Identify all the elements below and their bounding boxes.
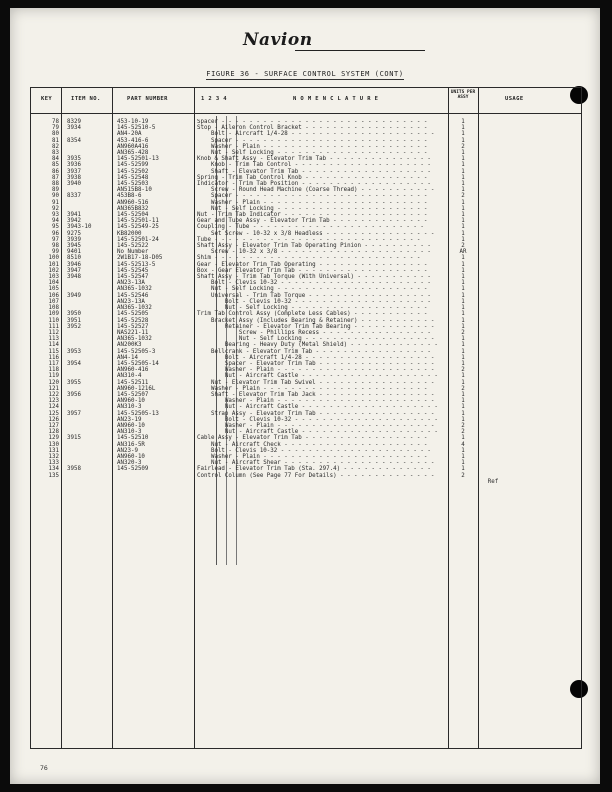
table-row-key: 113	[48, 336, 59, 343]
table-row-item: 3947	[67, 267, 81, 274]
table-row-key: 92	[52, 205, 59, 212]
table-row-nom: Nut - Self Locking - - - - - - - - - - - - - - - - - - - -	[197, 305, 428, 312]
table-row-key: 78	[52, 119, 59, 125]
table-row-nom: Nut - Elevator Trim Tab Swivel - - - - - - - - - - - - - - - - -	[197, 379, 435, 386]
table-row-key: 131	[48, 447, 59, 454]
table-row-units: 1	[461, 162, 465, 169]
table-row-nom: Washer - Plain - - - - - - - - - - - - - - - - - - - - - - - -	[197, 199, 428, 206]
table-row-key: 115	[48, 348, 59, 355]
table-row-units: 1	[461, 354, 465, 361]
table-row-item: 3937	[67, 168, 81, 175]
table-row-item: 3915	[67, 435, 81, 442]
table-row-part: 145-52546	[117, 292, 149, 299]
table-row-item: 9275	[67, 230, 81, 237]
table-row-key: 85	[52, 162, 59, 169]
table-row-item: 3939	[67, 236, 81, 243]
table-row-units: 1	[461, 342, 465, 349]
table-row-item: 3945	[67, 243, 81, 250]
table-row-nom: Universal - Trim Tab Torque - - - - - - - - - - - - - - - - - -	[197, 292, 431, 299]
nomenclature-column	[197, 119, 446, 479]
table-row-key: 114	[48, 342, 59, 349]
table-row-nom: Control Column (See Page 77 For Details) - - - - - - - - - - - - - -	[197, 472, 435, 479]
table-row-units: 1	[461, 292, 465, 299]
table-row-nom: Washer - Plain - - - - - - - - - - - - - - - - - - - - - - -	[197, 367, 435, 374]
table-row-part: AN23-13A	[117, 280, 145, 287]
table-row-units: 1	[461, 187, 465, 194]
table-row-item: 3936	[67, 162, 81, 169]
table-row-key: 103	[48, 274, 59, 281]
table-row-part: 453-416-6	[117, 137, 149, 144]
header-usage: USAGE	[505, 96, 524, 102]
table-row-part: 145-52505-3	[117, 348, 156, 355]
table-row-key: 91	[52, 199, 59, 206]
header-levels: 1 2 3 4	[201, 96, 227, 102]
table-row-nom: Cable Assy - Elevator Trim Tab - - - - - - - - - - - - - - - - - -	[197, 435, 428, 442]
table-row-units: 1	[461, 280, 465, 287]
table-row-key: 109	[48, 311, 59, 318]
table-row-units: 1	[461, 274, 465, 281]
table-row-part: 145-52510-5	[117, 125, 156, 132]
table-row-units: 1	[461, 181, 465, 188]
table-row-part: AN960-10	[117, 422, 145, 429]
header-nomenclature: N O M E N C L A T U R E	[293, 96, 379, 102]
table-row-key: 117	[48, 360, 59, 367]
table-row-units: 1	[461, 398, 465, 405]
table-row-key: 96	[52, 230, 59, 237]
table-row-key: 89	[52, 187, 59, 194]
table-row-item: 3955	[67, 379, 81, 386]
table-row-part: 453B8-6	[117, 193, 142, 200]
table-header	[31, 88, 581, 114]
table-row-part: 145-52548	[117, 174, 149, 181]
table-row-part: 145-52501-24	[117, 236, 159, 243]
table-row-part: AN365-428	[117, 150, 149, 157]
table-row-item: 8329	[67, 119, 81, 125]
table-row-item: 3938	[67, 174, 81, 181]
table-row-part: AN960-516	[117, 199, 149, 206]
table-row-units: 1	[461, 168, 465, 175]
table-row-key: 112	[48, 329, 59, 336]
table-row-units: 1	[461, 212, 465, 219]
table-row-part: 145-52505	[117, 311, 149, 318]
table-row-key: 119	[48, 373, 59, 380]
table-row-part: 145-52547	[117, 274, 149, 281]
item-column	[67, 119, 91, 479]
table-row-part: AN960-1216L	[117, 385, 156, 392]
table-row-nom: Knob - Trim Tab Control - - - - - - - - - - - - - - - - - - - -	[197, 162, 431, 169]
table-row-units: 1	[461, 435, 465, 442]
table-row-units: 1	[461, 125, 465, 132]
part-column	[117, 119, 162, 479]
table-row-nom: Shim - - - - - - - - - - - - - - - - - - - - - - - - - - - - - -	[197, 255, 421, 262]
table-row-nom: Bracket Assy (Includes Bearing & Retainer) - - - - - - - - - - -	[197, 317, 435, 324]
table-row-item: 3951	[67, 317, 81, 324]
table-row-units: 1	[461, 404, 465, 411]
table-row-units: 1	[461, 261, 465, 268]
table-row-item: 3958	[67, 466, 81, 473]
table-row-part: AN515B8-10	[117, 187, 152, 194]
divider	[478, 88, 479, 748]
divider	[448, 88, 449, 748]
table-row-nom: Screw - 10-32 x 3/8 - - - - - - - - - - - - - - - - - - - - - -	[197, 249, 431, 256]
table-row-units: 1	[461, 336, 465, 343]
table-row-part: 145-52505-14	[117, 360, 159, 367]
table-row-units: 1	[461, 119, 465, 125]
table-row-part: 145-52510	[117, 435, 149, 442]
table-row-item: 8510	[67, 255, 81, 262]
table-row-units: 1	[461, 174, 465, 181]
parts-table	[30, 87, 582, 749]
table-row-key: 99	[52, 249, 59, 256]
table-row-item: 3949	[67, 292, 81, 299]
table-row-units: 2	[461, 243, 465, 250]
table-row-item: 3940	[67, 181, 81, 188]
table-row-item: 8337	[67, 193, 81, 200]
table-row-units: 1	[461, 466, 465, 473]
table-row-nom: Tube - - - - - - - - - - - - - - - - - - - - - - - - - - - - - -	[197, 236, 421, 243]
table-row-key: 110	[48, 317, 59, 324]
table-row-item: 3935	[67, 156, 81, 163]
table-row-nom: Washer - Plain - - - - - - - - - - - - - - - - - - - - - - - -	[197, 385, 428, 392]
table-row-nom: Bearing - Heavy Duty (Metal Shield) - - - - - - - - - - - - -	[197, 342, 438, 349]
table-row-units: 1	[461, 391, 465, 398]
table-row-units: 1	[461, 453, 465, 460]
table-row-key: 95	[52, 224, 59, 231]
table-row-key: 120	[48, 379, 59, 386]
page-number: 76	[40, 764, 48, 772]
table-row-part: 145-52513-5	[117, 261, 156, 268]
table-row-units: 1	[461, 137, 465, 144]
table-row-key: 79	[52, 125, 59, 132]
table-row-key: 125	[48, 410, 59, 417]
table-row-part: AN365-1032	[117, 336, 152, 343]
table-row-key: 93	[52, 212, 59, 219]
table-row-key: 108	[48, 305, 59, 312]
table-row-key: 135	[48, 472, 59, 479]
table-row-nom: Box - Gear Elevator Trim Tab - - - - - - - - - - - - - - - - - - -	[197, 267, 428, 274]
table-row-part: AN316-5R	[117, 441, 145, 448]
table-row-item: 3956	[67, 391, 81, 398]
table-row-part: AN4-14	[117, 354, 138, 361]
table-row-key: 126	[48, 416, 59, 423]
table-row-part: AN200K3	[117, 342, 142, 349]
table-row-part: AN23-13A	[117, 298, 145, 305]
table-row-units: 1	[461, 218, 465, 225]
table-row-part: 2W1B17-18-D05	[117, 255, 163, 262]
table-row-units: 1	[461, 131, 465, 138]
table-row-nom: Shaft - Elevator Trim Tab Jack - - - - - - - - - - - - - - - - -	[197, 391, 435, 398]
table-row-nom: Nut - Self Locking - - - - - - - - - - - - - - - - - - -	[197, 336, 435, 343]
usage-column	[480, 119, 506, 485]
figure-title: FIGURE 36 - SURFACE CONTROL SYSTEM (CONT)	[206, 70, 404, 78]
table-row-nom: Nut - Aircraft Check - - - - - - - - - - - - - - - - - - - - -	[197, 441, 428, 448]
table-row-key: 133	[48, 460, 59, 467]
table-row-nom: Set Screw - 10-32 x 3/8 Headless - - - - - - - - - - - - - - - -	[197, 230, 435, 237]
table-row-key: 134	[48, 466, 59, 473]
table-row-units: 1	[461, 416, 465, 423]
table-row-nom: Washer - Plain - - - - - - - - - - - - - - - - - - - - - - - -	[197, 143, 428, 150]
table-row-nom: Trim Tab Control Assy (Complete Less Cables) - - - - - - - - - - -	[197, 311, 428, 318]
table-row-units: 1	[461, 286, 465, 293]
table-row-item: 9401	[67, 249, 81, 256]
table-row-part: AN23-9	[117, 447, 138, 454]
table-row-part: 453-10-19	[117, 119, 149, 125]
table-row-key: 81	[52, 137, 59, 144]
table-row-item: 3934	[67, 125, 81, 132]
table-row-nom: Bolt - Aircraft 1/4-28 - - - - - - - - - - - - - - - - - - - - -	[197, 131, 435, 138]
table-row-item: 3941	[67, 212, 81, 219]
table-row-units: 1	[461, 348, 465, 355]
table-row-part: 145-52509	[117, 466, 149, 473]
table-row-units: 2	[461, 329, 465, 336]
table-row-key: 94	[52, 218, 59, 225]
table-row-nom: Indicator - Trim Tab Position - - - - - - - - - - - - - - - - - - -	[197, 181, 431, 188]
table-row-key: 132	[48, 453, 59, 460]
table-row-key: 83	[52, 150, 59, 157]
table-row-units: 1	[461, 360, 465, 367]
table-row-units: 2	[461, 429, 465, 436]
table-row-nom: Strap Assy - Elevator Trim Tab - - - - - - - - - - - - - - - - -	[197, 410, 435, 417]
header-units: UNITS PER ASSY	[450, 90, 476, 100]
table-row-key: 105	[48, 286, 59, 293]
table-row-units: 1	[461, 379, 465, 386]
table-row-units: 1	[461, 255, 465, 262]
table-row-part: AN960A416	[117, 143, 149, 150]
table-row-units: 1	[461, 230, 465, 237]
table-row-nom: Nut - Self Locking - - - - - - - - - - - - - - - - - - - - - -	[197, 205, 428, 212]
table-row-part: AN365-1032	[117, 305, 152, 312]
table-row-part: AN365-1032	[117, 286, 152, 293]
table-row-nom: Screw - Round Head Machine (Coarse Thread) - - - - - - - - - - -	[197, 187, 435, 194]
table-row-nom: Shaft Assy - Elevator Trim Tab Operating Pinion - - - - - - - - - -	[197, 243, 431, 250]
table-row-nom: Bolt - Clevis 10-32 - - - - - - - - - - - - - - - - - - - - - -	[197, 280, 431, 287]
table-row-item: 3943-10	[67, 224, 92, 231]
table-row-nom: Nut - Aircraft Castle - - - - - - - - - - - - - - - - - - - -	[197, 404, 438, 411]
table-row-item: 3957	[67, 410, 81, 417]
table-row-item: 3952	[67, 323, 81, 330]
table-row-part: 145-52501-11	[117, 218, 159, 225]
table-row-key: 123	[48, 398, 59, 405]
table-row-nom: Nut - Aircraft Castle - - - - - - - - - - - - - - - - - - - -	[197, 373, 438, 380]
table-row-part: 145-52501-13	[117, 156, 159, 163]
table-row-nom: Fairlead - Elevator Trim Tab (Sta. 297.4) - - - - - - - - - - - - -	[197, 466, 431, 473]
table-row-key: 84	[52, 156, 59, 163]
table-row-units: 1	[461, 199, 465, 206]
table-row-item: 3954	[67, 360, 81, 367]
table-row-item: 3948	[67, 274, 81, 281]
table-row-key: 87	[52, 174, 59, 181]
table-row-key: 121	[48, 385, 59, 392]
table-row-nom: Shaft Assy - Trim Tab Torque (With Universal) - - - - - - - - - - -	[197, 274, 431, 281]
table-row-item: 8354	[67, 137, 81, 144]
units-column	[450, 119, 476, 479]
table-row-nom: Gear and Tube Assy - Elevator Trim Tab - - - - - - - - - - - - - -	[197, 218, 428, 225]
table-row-part: 145-52599	[117, 162, 149, 169]
table-row-units: 2	[461, 385, 465, 392]
table-row-part: KB82000	[117, 230, 142, 237]
table-row-nom: Coupling - Tube - - - - - - - - - - - - - - - - - - - - - - - - -	[197, 224, 424, 231]
table-row-nom: Washer - Plain - - - - - - - - - - - - - - - - - - - - - - - -	[197, 453, 428, 460]
table-row-units: 2	[461, 143, 465, 150]
table-row-part: AN365B832	[117, 205, 149, 212]
header-key: KEY	[41, 96, 53, 102]
table-row-nom: Spacer - - - - - - - - - - - - - - - - - - - - - - - - - - - - - -	[197, 119, 428, 125]
table-row-nom: Bolt - Clevis 10-32 - - - - - - - - - - - - - - - - - - - - -	[197, 416, 438, 423]
table-row-nom: Nut - Aircraft Shear - - - - - - - - - - - - - - - - - - - - - -	[197, 460, 435, 467]
table-row-part: 145-52527	[117, 323, 149, 330]
table-row-nom: Knob & Shaft Assy - Elevator Trim Tab - - - - - - - - - - - - - - -	[197, 156, 431, 163]
table-row-units: 1	[461, 150, 465, 157]
table-row-part: No Number	[117, 249, 149, 256]
table-row-units: 1	[461, 236, 465, 243]
table-row-item: 3953	[67, 348, 81, 355]
table-row-units: 1	[461, 156, 465, 163]
table-row-part: AN960-10	[117, 453, 145, 460]
table-row-part: AN310-3	[117, 404, 142, 411]
table-row-key: 122	[48, 391, 59, 398]
table-row-key: 104	[48, 280, 59, 287]
table-row-nom: Retainer - Elevator Trim Tab Bearing - - - - - - - - - - - -	[197, 323, 435, 330]
table-row-units: 1	[461, 410, 465, 417]
table-row-item: 3946	[67, 261, 81, 268]
table-row-part: 145-52528	[117, 317, 149, 324]
table-row-units: 1	[461, 311, 465, 318]
table-row-nom: Nut - Aircraft Castle - - - - - - - - - - - - - - - - - - - -	[197, 429, 438, 436]
table-row-nom: Bolt - Aircraft 1/4-28 - - - - - - - - - - - - - - - - - - -	[197, 354, 435, 361]
table-row-key: 98	[52, 243, 59, 250]
table-row-nom: Bellcrank - Elevator Trim Tab - - - - - - - - - - - - - - - - -	[197, 348, 431, 355]
table-row-units: 1	[461, 267, 465, 274]
table-row-part: AN310-3	[117, 429, 142, 436]
table-row-nom: Shaft - Elevator Trim Tab - - - - - - - - - - - - - - - - - - -	[197, 168, 431, 175]
table-row-part: 145-52511	[117, 379, 149, 386]
table-row-units: 2	[461, 422, 465, 429]
divider	[194, 88, 195, 748]
table-row-key: 102	[48, 267, 59, 274]
table-row-part: 145-52545	[117, 267, 149, 274]
table-row-part: AN320-3	[117, 460, 142, 467]
table-row-units: 1	[461, 224, 465, 231]
divider	[61, 88, 62, 748]
table-row-nom: Nut - Self Locking - - - - - - - - - - - - - - - - - - - - - -	[197, 150, 428, 157]
table-row-nom: Stop - Aileron Control Bracket - - - - - - - - - - - - - - - - - -	[197, 125, 428, 132]
table-row-nom: Spring - Trim Tab Control Knob - - - - - - - - - - - - - - - - - -	[197, 174, 428, 181]
table-row-key: 130	[48, 441, 59, 448]
table-row-part	[117, 473, 162, 479]
table-row-nom: Screw - Phillips Recess - - - - - - - - - - - - - - - -	[197, 329, 431, 336]
table-row-nom: Bolt - Clevis 10-32 - - - - - - - - - - - - - - - - - - - - - -	[197, 447, 431, 454]
table-row-units: 1	[461, 460, 465, 467]
table-row-units: 1	[461, 317, 465, 324]
table-row-units: 1	[461, 305, 465, 312]
table-row-units: 1	[461, 205, 465, 212]
table-row-key: 127	[48, 422, 59, 429]
table-row-key: 124	[48, 404, 59, 411]
table-row-key: 90	[52, 193, 59, 200]
table-row-key: 106	[48, 292, 59, 299]
table-row-part: 145-52505-13	[117, 410, 159, 417]
key-column	[35, 119, 59, 479]
table-row-key: 116	[48, 354, 59, 361]
page-sheet	[10, 8, 600, 784]
logo-underline	[295, 50, 425, 51]
header-part-number: PART NUMBER	[127, 96, 168, 102]
table-row-part: AN310-4	[117, 373, 142, 380]
table-row-part: 145-52503	[117, 181, 149, 188]
table-row-key: 129	[48, 435, 59, 442]
table-row-key: 80	[52, 131, 59, 138]
table-row-units: 2	[461, 367, 465, 374]
table-row-key: 107	[48, 298, 59, 305]
divider	[112, 88, 113, 748]
table-row-key: 128	[48, 429, 59, 436]
table-row-nom: Nut - Trim Tab Indicator - - - - - - - - - - - - - - - - - - - - -	[197, 212, 428, 219]
table-row-units: AR	[459, 249, 467, 256]
table-row-units: 1	[461, 298, 465, 305]
table-row-part: NAS221-11	[117, 329, 149, 336]
table-row-part: AN960-416	[117, 367, 149, 374]
table-row-units: 4	[461, 441, 465, 448]
table-row-nom: Spacer - - - - - - - - - - - - - - - - - - - - - - - - - - - -	[197, 137, 428, 144]
table-row-nom: Spacer - Elevator Trim Tab - - - - - - - - - - - - - - - - -	[197, 360, 435, 367]
table-row-key: 97	[52, 236, 59, 243]
table-row-part: AN960-10	[117, 398, 145, 405]
table-row-nom: Bolt - Clevis 10-32 - - - - - - - - - - - - - - - - - - - -	[197, 298, 431, 305]
table-row-key: 86	[52, 168, 59, 175]
table-row-nom: Spacer - - - - - - - - - - - - - - - - - - - - - - - - - - - -	[197, 193, 428, 200]
table-row-key: 118	[48, 367, 59, 374]
table-row-item: 3950	[67, 311, 81, 318]
table-row-nom: Nut - Self Locking - - - - - - - - - - - - - - - - - - - - - -	[197, 286, 428, 293]
table-row-nom: Gear - Elevator Trim Tab Operating - - - - - - - - - - - - - - - -	[197, 261, 428, 268]
table-row-units: 2	[461, 193, 465, 200]
table-row-part: 145-52504	[117, 212, 149, 219]
table-row-key: 100	[48, 255, 59, 262]
table-row-units: 1	[461, 447, 465, 454]
usage-ref: Ref	[487, 478, 499, 485]
header-item-no: ITEM NO.	[71, 96, 101, 102]
table-row-part: AN23-19	[117, 416, 142, 423]
table-row-key: 101	[48, 261, 59, 268]
table-row-key: 82	[52, 143, 59, 150]
table-row-part: 145-52507	[117, 391, 149, 398]
table-row-item	[67, 473, 91, 479]
table-row-nom: Washer - Plain - - - - - - - - - - - - - - - - - - - - - - -	[197, 398, 435, 405]
table-row-part: 145-52522	[117, 243, 149, 250]
table-row-nom: Washer - Plain - - - - - - - - - - - - - - - - - - - - - - -	[197, 422, 435, 429]
table-row-units: 2	[461, 472, 465, 479]
table-row-key: 111	[48, 323, 59, 330]
table-row-units: 1	[461, 373, 465, 380]
table-row-units: 1	[461, 323, 465, 330]
table-row-part: 145-52549-25	[117, 224, 159, 231]
table-row-item: 3942	[67, 218, 81, 225]
table-row-key: 88	[52, 181, 59, 188]
table-row-part: 145-52502	[117, 168, 149, 175]
logo-text: Navion	[243, 30, 313, 50]
navion-logo	[225, 30, 425, 56]
table-row-part: AN4-20A	[117, 131, 142, 138]
